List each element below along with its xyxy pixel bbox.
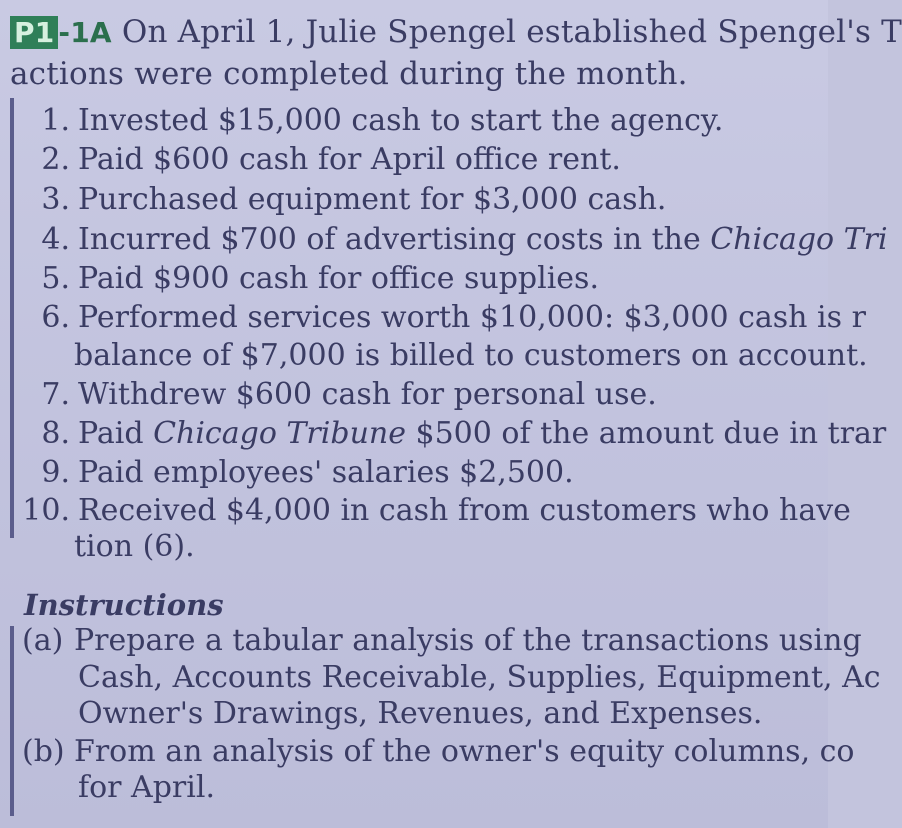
transaction-item (20, 262, 599, 296)
transaction-text: Invested $15,000 cash to start the agency. (78, 103, 724, 138)
instruction-a (22, 624, 862, 658)
transaction-text-after: $500 of the amount due in trar (405, 416, 887, 451)
problem-id-suffix: -1A (58, 16, 112, 49)
margin-bar (10, 98, 14, 538)
problem-id-box: P1 (10, 16, 58, 49)
transaction-number: 7. (41, 377, 70, 412)
transaction-number: 9. (41, 455, 70, 490)
transaction-text: Performed services worth $10,000: $3,000 cash is r (78, 300, 866, 335)
publication-name: Chicago Tribune (153, 416, 406, 451)
transaction-text: Paid employees' salaries $2,500. (78, 455, 574, 490)
transaction-text: Received $4,000 in cash from customers who have (78, 493, 851, 528)
transaction-item (20, 183, 666, 217)
transaction-item (20, 456, 574, 490)
problem-intro-line1: On April 1, Julie Spengel established Spengel's T (121, 14, 902, 50)
transaction-continuation: balance of $7,000 is billed to customers on account. (74, 338, 868, 373)
transaction-item (20, 143, 621, 177)
instruction-b-line2: for April. (78, 770, 215, 805)
transaction-text: Paid $600 cash for April office rent. (78, 142, 621, 177)
transaction-item (20, 104, 723, 138)
instruction-text: From an analysis of the owner's equity columns, co (74, 734, 855, 769)
instruction-b (22, 735, 855, 769)
instruction-text: Prepare a tabular analysis of the transactions using (74, 623, 862, 658)
transaction-number: 5. (41, 261, 70, 296)
problem-heading (10, 14, 902, 51)
problem-intro-line2: actions were completed during the month. (10, 56, 688, 92)
transaction-number: 6. (41, 300, 70, 335)
transaction-continuation: tion (6). (74, 529, 195, 564)
problem-id (10, 15, 112, 51)
transaction-number: 4. (41, 222, 70, 257)
publication-name: Chicago Tri (710, 222, 888, 257)
transaction-text: Incurred $700 of advertising costs in the (78, 222, 711, 257)
instruction-a-line2: Cash, Accounts Receivable, Supplies, Equipment, Ac (78, 660, 881, 695)
transaction-number: 3. (41, 182, 70, 217)
transaction-item (20, 301, 866, 335)
transaction-item (20, 417, 886, 451)
transaction-number: 1. (41, 103, 70, 138)
instruction-label: (b) (22, 734, 65, 769)
instructions-title: Instructions (24, 588, 224, 622)
transaction-number: 2. (41, 142, 70, 177)
transaction-item (20, 223, 888, 257)
transaction-text: Paid $900 cash for office supplies. (78, 261, 599, 296)
margin-bar (10, 626, 14, 816)
instruction-label: (a) (22, 623, 64, 658)
instruction-a-line3: Owner's Drawings, Revenues, and Expenses. (78, 696, 763, 731)
transaction-number: 10. (22, 493, 70, 528)
transaction-item (20, 494, 851, 528)
transaction-text: Withdrew $600 cash for personal use. (78, 377, 657, 412)
transaction-text: Purchased equipment for $3,000 cash. (78, 182, 667, 217)
transaction-item (20, 378, 657, 412)
transaction-number: 8. (41, 416, 70, 451)
transaction-text: Paid (78, 416, 154, 451)
